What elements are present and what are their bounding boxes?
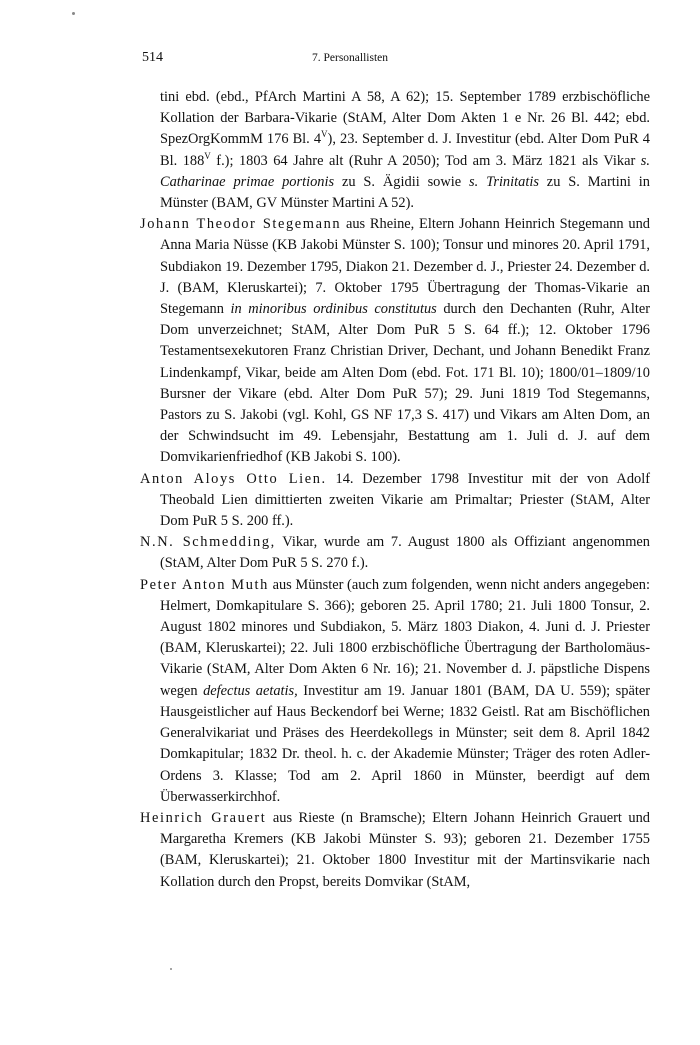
entry-text: f.); 1803 64 Jahre alt (Ruhr A 2050); Tod am 3. März 1821 als Vikar <box>210 152 641 169</box>
entry-text: tini ebd. (ebd., PfArch Martini A 58, A 62); 15. September 1789 erzbischöfliche Kollation der Barbara-Vikarie (StAM, Alter Dom Akten 1 e Nr. 26 Bl. 442; ebd. SpezOrgKommM 176 Bl. 4 <box>160 89 650 148</box>
entry-text: 14. Dezember 1798 Investitur mit der von Adolf Theobald Lien dimittierten zweiten Vikarie am Primaltar; Priester (StAM, Alter Dom PuR 5 S. 200 ff.). <box>160 470 651 530</box>
person-entry <box>140 532 650 574</box>
latin-phrase: in minoribus ordinibus constitutus <box>230 301 437 318</box>
entry-text: ), 23. September d. J. Investitur (ebd. Alter Dom PuR 4 Bl. 188 <box>160 131 650 169</box>
entry-text: Vikar, wurde am 7. August 1800 als Offiziant angenommen (StAM, Alter Dom PuR 5 S. 270 f.). <box>160 534 650 572</box>
superscript: V <box>204 150 211 161</box>
person-entry <box>140 808 650 893</box>
entry-text: aus Rieste (n Bramsche); Eltern Johann Heinrich Grauert und Margaretha Kremers (KB Jakobi Münster S. 93); geboren 21. Dezember 1755 (BAM, Kleruskartei); 21. Oktober 1800 Investitur mit der Martinsvikarie nach Kollation durch den Propst, bereits Domvikar (StAM, <box>160 809 650 890</box>
person-name: Johann Theodor Stegemann <box>140 216 342 233</box>
superscript: V <box>321 129 328 140</box>
person-name: Anton Aloys Otto Lien. <box>140 470 327 487</box>
person-entry <box>140 575 650 808</box>
scan-speck <box>170 968 172 970</box>
person-entry <box>140 469 650 533</box>
entry-text: Investitur am 19. Januar 1801 (BAM, DA U. 559); später Hausgeistlicher auf Haus Beckendorf bei Werne; 1832 Geistl. Rat am Bischöflichen Generalvikariat und Präses des Heerdekollegs in Münster; seit dem 8. April 1842 Domkapitular; 1832 Dr. theol. h. c. der Akademie Münster; Träger des roten Adler-Ordens 3. Klasse; Tod am 2. April 1860 in Münster, beerdigt auf dem Überwasserkirchhof. <box>160 682 651 805</box>
latin-phrase: defectus aetatis, <box>203 682 298 699</box>
latin-phrase: s. Trinitatis <box>469 173 539 190</box>
scan-speck <box>72 12 75 15</box>
entry-text: aus Rheine, Eltern Johann Heinrich Stegemann und Anna Maria Nüsse (KB Jakobi Münster S. 100); Tonsur und minores 20. April 1791, Subdiakon 19. Dezember 1795, Diakon 21. Dezember d. J., Priester 24. Dezember d. J. (BAM, Kleruskartei); 7. Oktober 1795 Übertragung der Thomas-Vikarie an Stegemann <box>160 216 650 318</box>
text-block <box>140 87 650 893</box>
page-number: 514 <box>142 50 163 65</box>
person-name: Peter Anton Muth <box>140 576 269 593</box>
person-entry <box>140 214 650 468</box>
entry-text: zu S. Ägidii sowie <box>334 173 470 190</box>
entry-text: aus Münster (auch zum folgenden, wenn nicht anders angegeben: Helmert, Domkapitulare S. 366); geboren 25. April 1780; 21. Juli 1800 Tonsur, 2. August 1802 minores und Subdiakon, 5. März 1803 Diakon, 4. Juni d. J. Priester (BAM, Kleruskartei); 22. Juli 1800 erzbischöfliche Übertragung der Bartholomäus-Vikarie (StAM, Alter Dom Akten 6 Nr. 16); 21. November d. J. päpstliche Dispens wegen <box>160 576 650 699</box>
entry-text: zu S. Martini in Münster (BAM, GV Münster Martini A 52). <box>160 173 651 212</box>
entry-text: durch den Dechanten (Ruhr, Alter Dom unverzeichnet; StAM, Alter Dom PuR 5 S. 64 ff.); 12. Oktober 1796 Testamentsexekutoren Franz Christian Driver, Dechant, und Johann Benedikt Franz Lindenkampf, Vikar, beide am Alten Dom (ebd. Fot. 171 Bl. 10); 1800/01–1809/10 Bursner der Vikare (ebd. Alter Dom PuR 57); 29. Juni 1819 Tod Stegemanns, Pastors zu S. Jakobi (vgl. Kohl, GS NF 17,3 S. 417) und Vikars am Alten Dom, an der Schwindsucht im 49. Lebensjahr, Bestattung am 1. Juli d. J. auf dem Domvikarienfriedhof (KB Jakobi S. 100). <box>160 301 651 466</box>
person-name: N.N. Schmedding, <box>140 534 276 551</box>
person-name: Heinrich Grauert <box>140 809 267 826</box>
running-head: 7. Personallisten <box>311 52 389 64</box>
entry-continuation <box>140 87 650 214</box>
latin-phrase: s. Catharinae primae portionis <box>160 152 650 190</box>
